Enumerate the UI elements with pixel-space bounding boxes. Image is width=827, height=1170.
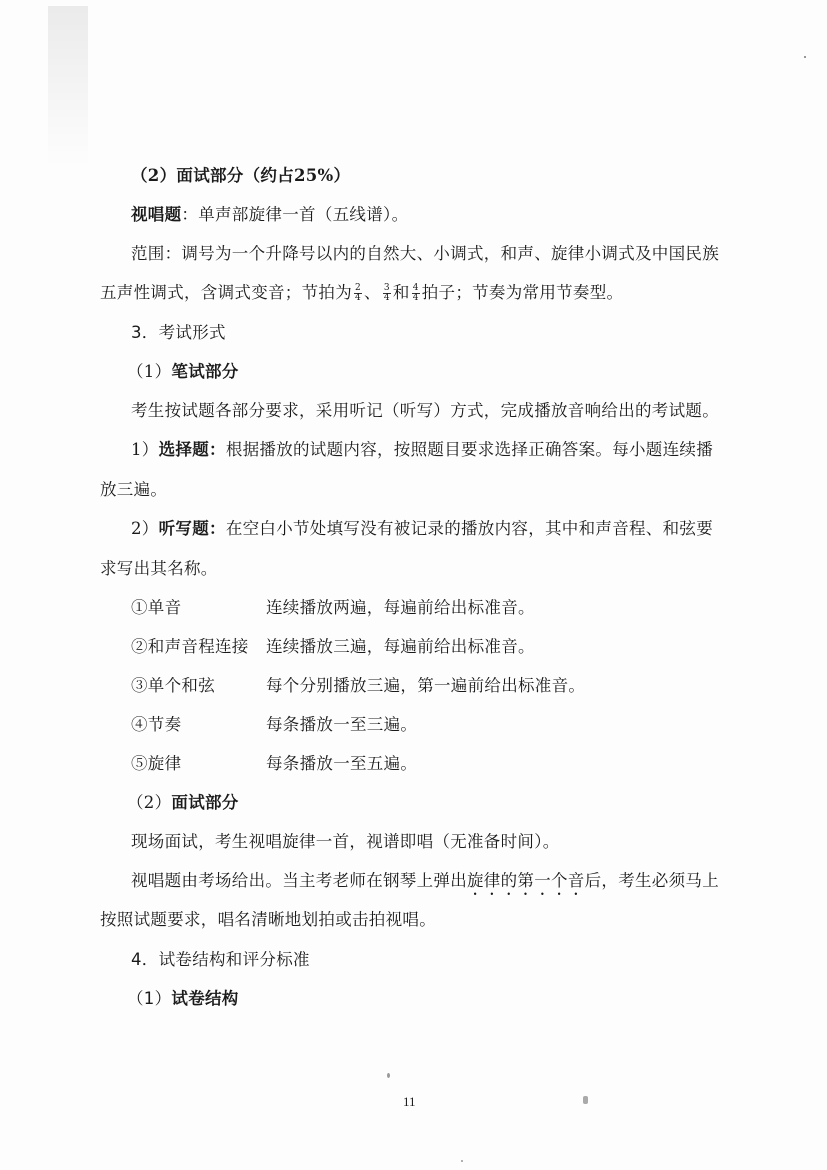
section-heading-3: 3．考试形式 xyxy=(131,323,226,342)
heading-prefix: （2） xyxy=(131,166,177,185)
para-text-a: 视唱题由考场给出。当主考老师在钢琴上弹出 xyxy=(131,871,467,890)
list-item xyxy=(131,636,731,658)
heading-title: 面试部分（约占25%） xyxy=(176,166,351,185)
scan-speck xyxy=(461,1160,463,1162)
conjunction: 和 xyxy=(392,283,410,302)
time-signature-3-4: $\frac{3}{4}$ xyxy=(383,283,390,303)
page-number: 11 xyxy=(403,1094,416,1109)
time-signature-4-4: $\frac{4}{4}$ xyxy=(412,283,419,303)
scope-line-1: 范围：调号为一个升降号以内的自然大、小调式，和声、旋律小调式及中国民族 xyxy=(131,244,719,263)
scan-speck xyxy=(804,56,806,58)
item-prefix: 2） xyxy=(131,519,159,538)
item-desc: 每个分别播放三遍，第一遍前给出标准音。 xyxy=(266,676,586,695)
list-item xyxy=(131,597,731,619)
heading-prefix: （1） xyxy=(127,362,172,381)
section-heading-4: 4．试卷结构和评分标准 xyxy=(131,950,310,969)
item-desc: 每条播放一至五遍。 xyxy=(266,754,418,773)
written-intro: 考生按试题各部分要求，采用听记（听写）方式，完成播放音响给出的考试题。 xyxy=(131,401,719,420)
list-item xyxy=(131,714,731,736)
choice-line-1 xyxy=(131,439,713,461)
item-desc: 每条播放一至三遍。 xyxy=(266,715,418,734)
item-name: ②和声音程连接 xyxy=(131,637,249,656)
emphasized-text: 旋律的第一个音 xyxy=(467,871,585,890)
separator: 、 xyxy=(364,283,381,302)
sight-singing-label: 视唱题 xyxy=(131,205,182,224)
heading-title: 试卷结构 xyxy=(171,989,239,1008)
time-signature-2-4: $\frac{2}{4}$ xyxy=(355,283,362,303)
item-prefix: 1） xyxy=(131,440,159,459)
scan-shadow xyxy=(48,6,88,166)
heading-title: 笔试部分 xyxy=(171,362,239,381)
choice-text: 根据播放的试题内容，按照题目要求选择正确答案。每小题连续播 xyxy=(225,440,714,459)
heading-title: 面试部分 xyxy=(171,793,239,812)
section-heading-interview-weight xyxy=(131,165,350,187)
item-name: ④节奏 xyxy=(131,715,182,734)
written-heading xyxy=(127,361,239,383)
para-text-b: 后，考生必须马上 xyxy=(584,871,720,890)
interview-para-line-2: 按照试题要求，唱名清晰地划拍或击拍视唱。 xyxy=(100,910,436,929)
list-item xyxy=(131,675,731,697)
item-name: ③单个和弦 xyxy=(131,676,215,695)
scan-speck xyxy=(583,1096,588,1104)
scope-text-b: 拍子；节奏为常用节奏型。 xyxy=(421,283,624,302)
heading-prefix: （2） xyxy=(127,793,172,812)
item-desc: 连续播放三遍，每遍前给出标准音。 xyxy=(266,637,535,656)
choice-line-2: 放三遍。 xyxy=(100,480,168,499)
heading-prefix: （1） xyxy=(127,989,172,1008)
dictation-label: 听写题： xyxy=(158,519,226,538)
interview-para-line-1 xyxy=(131,870,719,899)
structure-heading xyxy=(127,988,239,1010)
item-name: ①单音 xyxy=(131,598,182,617)
list-item xyxy=(131,753,731,775)
dictation-line-1 xyxy=(131,518,713,540)
scope-line-2 xyxy=(100,282,623,304)
dictation-text: 在空白小节处填写没有被记录的播放内容，其中和声音程、和弦要 xyxy=(225,519,714,538)
scope-text-a: 五声性调式，含调式变音；节拍为 xyxy=(100,283,352,302)
item-desc: 连续播放两遍，每遍前给出标准音。 xyxy=(266,598,535,617)
interview-heading xyxy=(127,792,239,814)
choice-label: 选择题： xyxy=(158,440,226,459)
sight-singing-text: 单声部旋律一首（五线谱）。 xyxy=(198,205,409,224)
scan-speck xyxy=(387,1073,390,1078)
colon: ： xyxy=(181,205,199,224)
interview-intro: 现场面试，考生视唱旋律一首，视谱即唱（无准备时间）。 xyxy=(131,832,560,851)
dictation-line-2: 求写出其名称。 xyxy=(100,559,218,578)
item-name: ⑤旋律 xyxy=(131,754,182,773)
sight-singing-line xyxy=(131,204,408,226)
